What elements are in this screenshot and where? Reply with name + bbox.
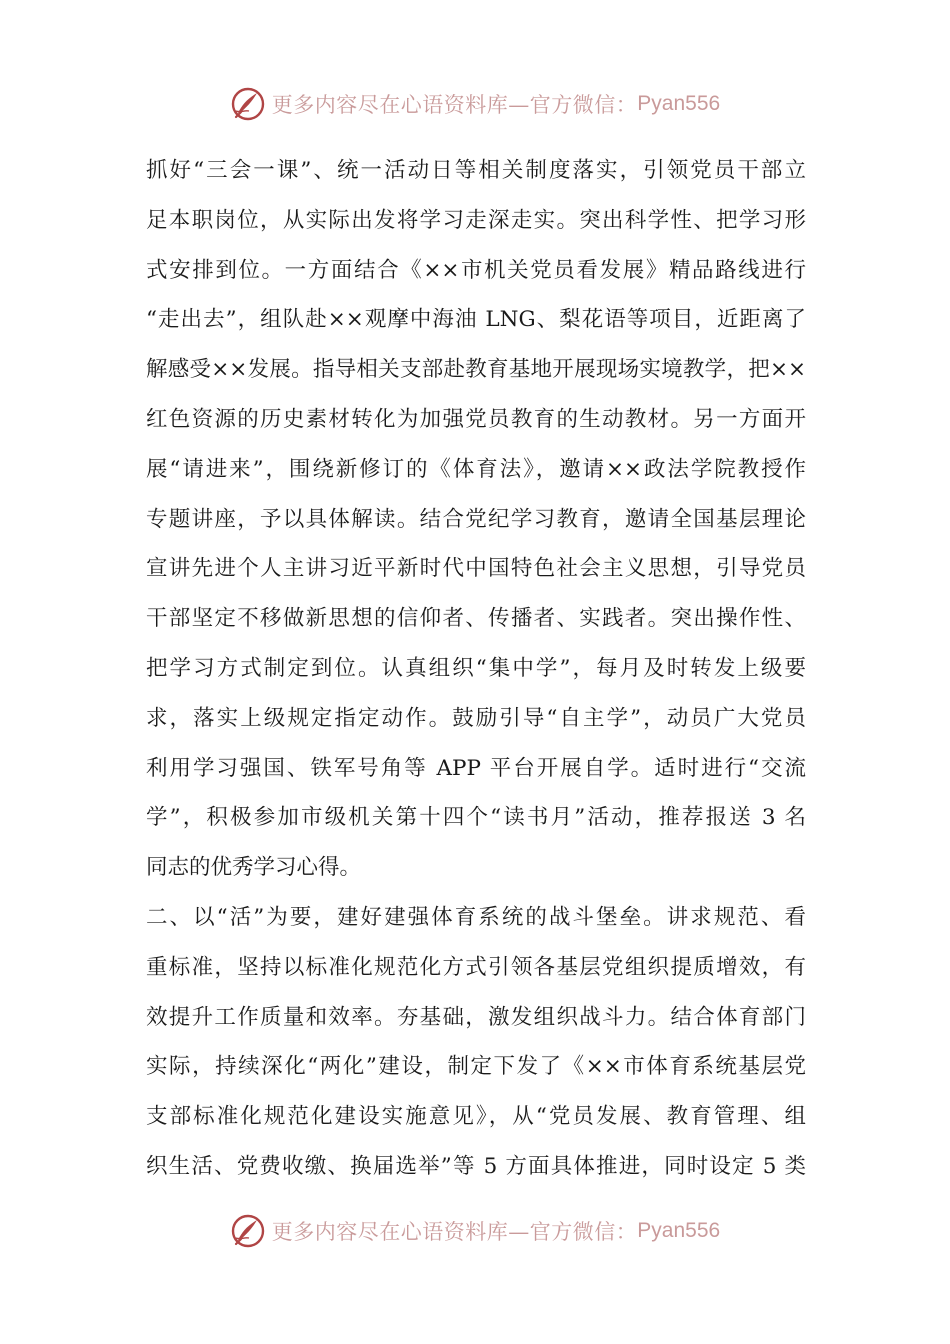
text-line: 重标准，坚持以标准化规范化方式引领各基层党组织提质增效，有 — [146, 954, 806, 980]
text-line: 红色资源的历史素材转化为加强党员教育的生动教材。另一方面开 — [146, 406, 806, 432]
watermark-contact: Pyan556 — [637, 92, 721, 115]
text-line: 同志的优秀学习心得。 — [146, 855, 362, 881]
text-line: 专题讲座，予以具体解读。结合党纪学习教育，邀请全国基层理论 — [146, 506, 806, 532]
text-line: 求，落实上级规定指定动作。鼓励引导“自主学”，动员广大党员 — [146, 705, 806, 731]
text-line: “走出去”，组队赴××观摩中海油 LNG、梨花语等项目，近距离了 — [146, 307, 806, 333]
text-line: 干部坚定不移做新思想的信仰者、传播者、实践者。突出操作性、 — [146, 606, 806, 632]
pen-logo-icon — [230, 86, 266, 122]
text-line: 学”，积极参加市级机关第十四个“读书月”活动，推荐报送 3 名 — [146, 805, 806, 831]
watermark-text: 更多内容尽在心语资料库—官方微信： — [271, 93, 638, 117]
text-line: 抓好“三会一课”、统一活动日等相关制度落实，引领党员干部立 — [146, 158, 806, 183]
text-line: 二、以“活”为要，建好建强体育系统的战斗堡垒。讲求规范、看 — [146, 904, 806, 930]
watermark-banner-top — [0, 84, 950, 124]
text-line: 把学习方式制定到位。认真组织“集中学”，每月及时转发上级要 — [146, 655, 806, 681]
text-line: 织生活、党费收缴、换届选举”等 5 方面具体推进，同时设定 5 类 — [146, 1153, 806, 1179]
text-line: 支部标准化规范化建设实施意见》，从“党员发展、教育管理、组 — [146, 1104, 806, 1130]
text-line: 解感受××发展。指导相关支部赴教育基地开展现场实境教学，把×× — [146, 357, 806, 383]
watermark-banner-bottom — [0, 1211, 950, 1251]
document-body — [146, 146, 806, 1192]
watermark-contact: Pyan556 — [637, 1219, 721, 1242]
text-line: 效提升工作质量和效率。夯基础，激发组织战斗力。结合体育部门 — [146, 1004, 806, 1030]
watermark-text: 更多内容尽在心语资料库—官方微信： — [271, 1220, 638, 1244]
text-line: 实际，持续深化“两化”建设，制定下发了《××市体育系统基层党 — [146, 1054, 806, 1080]
text-line: 宣讲先进个人主讲习近平新时代中国特色社会主义思想，引导党员 — [146, 556, 806, 582]
text-line: 展“请进来”，围绕新修订的《体育法》，邀请××政法学院教授作 — [146, 456, 806, 482]
text-line: 利用学习强国、铁军号角等 APP 平台开展自学。适时进行“交流 — [146, 755, 806, 781]
text-line: 足本职岗位，从实际出发将学习走深走实。突出科学性、把学习形 — [146, 207, 806, 233]
text-line: 式安排到位。一方面结合《××市机关党员看发展》精品路线进行 — [146, 257, 806, 283]
pen-logo-icon — [230, 1213, 266, 1249]
